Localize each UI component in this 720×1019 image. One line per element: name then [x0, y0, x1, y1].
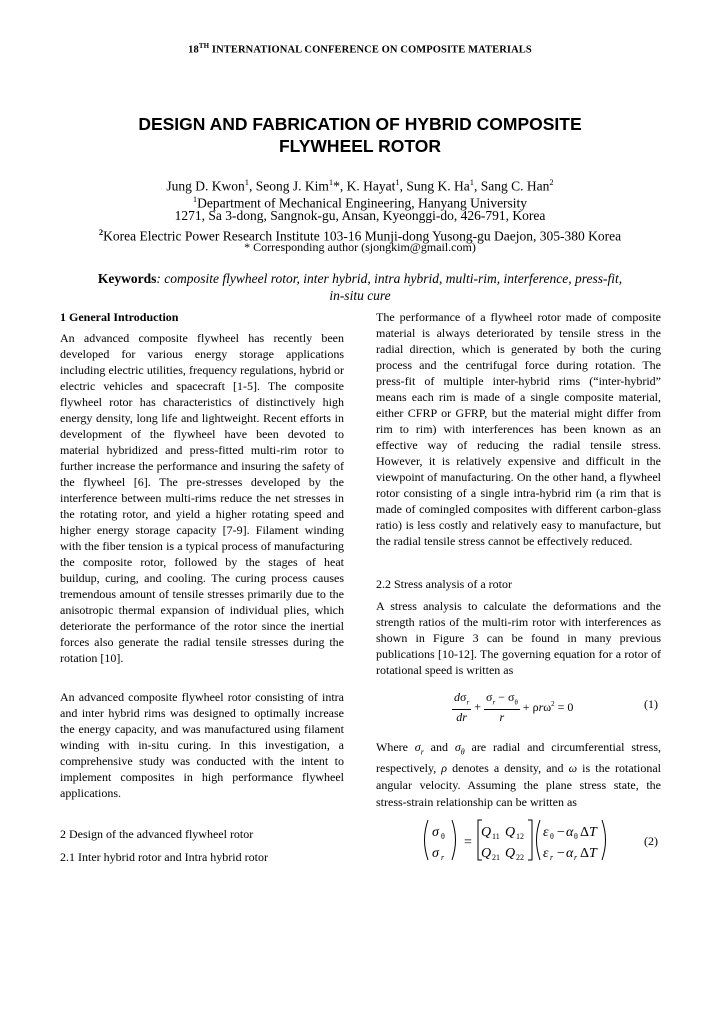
svg-text:Δ: Δ: [580, 825, 590, 840]
svg-text:Q: Q: [481, 846, 492, 861]
svg-text:σ: σ: [432, 825, 439, 840]
affiliation-1: $^1$Department of Mechanical Engineering, Hanyang University: [192, 194, 528, 211]
rho-symbol: ρ: [441, 761, 448, 776]
section-2-2-title: 2.2 Stress analysis of a rotor: [376, 577, 512, 591]
svg-text:r: r: [574, 853, 578, 862]
left-paragraph-2: An advanced composite flywheel rotor consisting of intra and inter hybrid rims was designed to optimally increase the energy capacity, and was manufactured using filament winding with in-situ curing. In this investigation, a comprehensive study was conducted with the intent to implement composites in high performance flywheel applications.: [60, 690, 344, 800]
svg-text:ε: ε: [543, 825, 549, 840]
title-line-1: DESIGN AND FABRICATION OF HYBRID COMPOSITE: [138, 114, 582, 134]
section-2-1-title: 2.1 Inter hybrid rotor and Intra hybrid rotor: [60, 850, 268, 864]
title-line-2: FLYWHEEL ROTOR: [278, 136, 442, 156]
svg-text:22: 22: [516, 853, 524, 862]
right-paragraph-2: A stress analysis to calculate the deformations and the strength ratios of the multi-rim rotor with interferences as shown in Figure 3 can be found in many previous publications [10-12]. The governing equation for a rotor of rotational speed is written as: [376, 599, 661, 677]
svg-text:Δ: Δ: [580, 846, 590, 861]
svg-text:−: −: [557, 846, 565, 861]
svg-text:−: −: [557, 825, 565, 840]
svg-text:Q: Q: [505, 825, 516, 840]
sigma-r-symbol: $\sigma_r$: [414, 740, 424, 757]
svg-text:r: r: [441, 853, 445, 862]
equation-1-number: (1): [644, 697, 658, 711]
svg-text:r: r: [550, 853, 554, 862]
equation-2-number: (2): [644, 834, 658, 848]
svg-text:12: 12: [516, 832, 524, 841]
omega-symbol: ω: [568, 761, 578, 776]
svg-text:T: T: [589, 846, 597, 861]
svg-text:α: α: [566, 846, 574, 861]
keywords-label: Keywords: [97, 271, 157, 286]
section-2-title: 2 Design of the advanced flywheel rotor: [60, 827, 254, 841]
keywords-text: : composite flywheel rotor, inter hybrid, intra hybrid, multi-rim, interference, press-fit, in-situ cure: [156, 271, 623, 303]
svg-text:ε: ε: [543, 846, 549, 861]
svg-text:11: 11: [492, 832, 500, 841]
svg-text:θ: θ: [550, 832, 554, 841]
keywords: [90, 270, 630, 304]
svg-text:α: α: [566, 825, 574, 840]
right-paragraph-3: Where $\sigma_r$ and $\sigma_\theta$ are radial and circumferential stress, respectively, ρ denotes a density, and ω is the rotational angular velocity. Assuming the plane stress state, the stress-strain relationship can be written as: [376, 740, 661, 810]
left-paragraph-1: An advanced composite flywheel has recently been developed for various energy storage applications including electric utilities, frequency regulations, hybrid or electric vehicles and spacecraft [1-5]. The composite flywheel rotor has characteristics of distinctively high energy density, long life and lightweight. Recent efforts in development of the flywheel have been devoted to material hybridized and press-fitted multi-rim rotor to further increase the performance and insuring the safety of the flywheel [6]. The pre-stresses developed by the interference between multi-rims reduce the net stresses in the rotating rotor, and yield a higher rotating speed and higher energy storage capacity [7-9]. Filament winding with the fiber tension is a typical process of manufacturing the composite rotor, followed by the stages of heat buildup, curing, and cooling. The curing process causes tremendous amount of tensile stresses primarily due to the anisotropic thermal expansion of individual plies, which deteriorate the performance of the rotor since the inertial forces also generate the radial tensile stresses during the rotation [10].: [60, 331, 344, 665]
svg-text:T: T: [589, 825, 597, 840]
svg-text:=: =: [464, 835, 472, 850]
sigma-theta-symbol: $\sigma_\theta$: [454, 740, 465, 757]
affiliation-1-address: 1271, Sa 3-dong, Sangnok-gu, Ansan, Kyeonggi-do, 426-791, Korea: [174, 208, 546, 223]
svg-text:21: 21: [492, 853, 500, 862]
paper-title: [60, 113, 660, 157]
svg-text:σ: σ: [432, 846, 439, 861]
svg-text:θ: θ: [574, 832, 578, 841]
equation-1: $\frac{d\sigma_r}{dr}$ + $\frac{\sigma_r - \sigma_\theta}{r}$ + ρrω$^2$ = 0: [454, 690, 574, 725]
author-list: Jung D. Kwon$^1$, Seong J. Kim$^1$*, K. Hayat$^1$, Sung K. Ha$^1$, Sang C. Han$^2$: [166, 177, 554, 194]
equation-2: [418, 816, 608, 866]
svg-text:Q: Q: [505, 846, 516, 861]
svg-text:θ: θ: [441, 832, 445, 841]
conference-header: 18TH INTERNATIONAL CONFERENCE ON COMPOSITE MATERIALS: [188, 42, 532, 56]
affiliation-2: $^2$Korea Electric Power Research Institute 103-16 Munji-dong Yusong-gu Daejon, 305-380 Korea: [98, 227, 622, 244]
section-1-title: 1 General Introduction: [60, 310, 179, 324]
right-paragraph-1: The performance of a flywheel rotor made of composite material is always deteriorated by tensile stress in the radial direction, which is generated by both the curing process and the centrifugal force during rotation. The press-fit of multiple inter-hybrid rims (“inter-hybrid” means each rim is made of a single composite material, either CFRP or GFRP, but the material might differ from rim to rim) with interferences has been known as an effective way of reducing the radial tensile stress. However, it is relatively expensive and difficult in the viewpoint of manufacturing. On the other hand, a flywheel rotor consisting of a single intra-hybrid rim (a rim that is made of comingled composites with different carbon-glass ratio) is less costly and relatively easy to manufacture, but the radial tensile stress cannot be effectively reduced.: [376, 310, 661, 548]
corresponding-author: * Corresponding author (sjongkim@gmail.com): [244, 240, 476, 254]
svg-text:Q: Q: [481, 825, 492, 840]
